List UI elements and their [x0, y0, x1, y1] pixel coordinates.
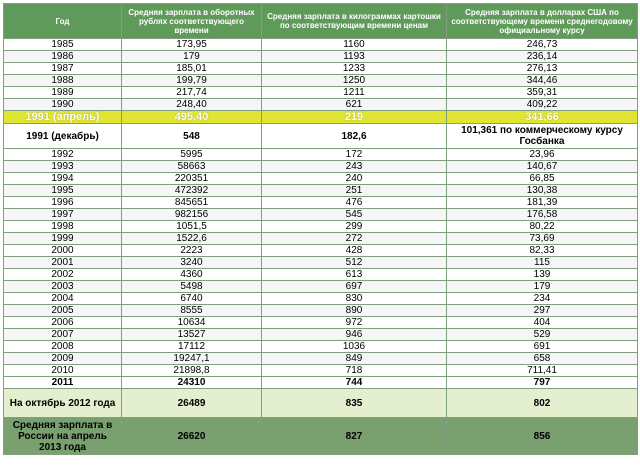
table-row — [4, 75, 638, 87]
salary-table-container — [3, 3, 637, 455]
cell-kg: 240 — [262, 173, 447, 185]
header-usd: Средняя зарплата в долларах США по соответствующему времени среднегодовому официальному курсу — [447, 4, 638, 39]
cell-kg: 1250 — [262, 75, 447, 87]
cell-kg: 299 — [262, 221, 447, 233]
cell-rub: 13527 — [122, 329, 262, 341]
cell-kg: 476 — [262, 197, 447, 209]
cell-rub: 472392 — [122, 185, 262, 197]
cell-rub: 1051,5 — [122, 221, 262, 233]
cell-usd: 82,33 — [447, 245, 638, 257]
cell-rub: 10634 — [122, 317, 262, 329]
cell-year: 1997 — [4, 209, 122, 221]
cell-usd: 856 — [447, 418, 638, 455]
cell-rub: 5498 — [122, 281, 262, 293]
cell-kg: 1211 — [262, 87, 447, 99]
cell-rub: 4360 — [122, 269, 262, 281]
cell-kg: 182,6 — [262, 124, 447, 149]
cell-usd: 176,58 — [447, 209, 638, 221]
cell-year: 2008 — [4, 341, 122, 353]
table-row — [4, 185, 638, 197]
cell-year: 2011 — [4, 377, 122, 389]
cell-year: 2009 — [4, 353, 122, 365]
cell-year: 1987 — [4, 63, 122, 75]
table-header-row — [4, 4, 638, 39]
cell-rub: 21898,8 — [122, 365, 262, 377]
cell-usd: 66,85 — [447, 173, 638, 185]
cell-year: 1998 — [4, 221, 122, 233]
cell-year: 1989 — [4, 87, 122, 99]
cell-rub: 982156 — [122, 209, 262, 221]
cell-rub: 26489 — [122, 389, 262, 418]
cell-rub: 495,40 — [122, 111, 262, 124]
cell-usd: 101,361 по коммерческому курсу Госбанка — [447, 124, 638, 149]
cell-rub: 185,01 — [122, 63, 262, 75]
cell-year: Средняя зарплата в России на апрель 2013 года — [4, 418, 122, 455]
cell-rub: 6740 — [122, 293, 262, 305]
table-row — [4, 124, 638, 149]
cell-usd: 802 — [447, 389, 638, 418]
cell-year: 1988 — [4, 75, 122, 87]
cell-usd: 73,69 — [447, 233, 638, 245]
cell-rub: 24310 — [122, 377, 262, 389]
cell-year: 1996 — [4, 197, 122, 209]
cell-kg: 613 — [262, 269, 447, 281]
cell-kg: 830 — [262, 293, 447, 305]
cell-kg: 1193 — [262, 51, 447, 63]
cell-kg: 835 — [262, 389, 447, 418]
cell-year: 1991 (апрель) — [4, 111, 122, 124]
cell-usd: 80,22 — [447, 221, 638, 233]
cell-kg: 251 — [262, 185, 447, 197]
cell-usd: 711,41 — [447, 365, 638, 377]
cell-year: 1995 — [4, 185, 122, 197]
cell-year: 2001 — [4, 257, 122, 269]
cell-usd: 246,73 — [447, 39, 638, 51]
cell-kg: 1233 — [262, 63, 447, 75]
cell-year: На октябрь 2012 года — [4, 389, 122, 418]
cell-year: 1990 — [4, 99, 122, 111]
cell-kg: 219 — [262, 111, 447, 124]
cell-year: 2000 — [4, 245, 122, 257]
table-row — [4, 149, 638, 161]
cell-kg: 272 — [262, 233, 447, 245]
table-row — [4, 377, 638, 389]
cell-kg: 744 — [262, 377, 447, 389]
table-row — [4, 209, 638, 221]
table-row — [4, 245, 638, 257]
cell-year: 1986 — [4, 51, 122, 63]
cell-usd: 130,38 — [447, 185, 638, 197]
cell-usd: 797 — [447, 377, 638, 389]
cell-usd: 179 — [447, 281, 638, 293]
cell-usd: 404 — [447, 317, 638, 329]
table-row — [4, 305, 638, 317]
cell-year: 1999 — [4, 233, 122, 245]
table-row — [4, 365, 638, 377]
cell-rub: 1522,6 — [122, 233, 262, 245]
cell-kg: 428 — [262, 245, 447, 257]
header-rub: Средняя зарплата в оборотных рублях соответствующего времени — [122, 4, 262, 39]
header-kg: Средняя зарплата в килограммах картошки по соответствующим времени ценам — [262, 4, 447, 39]
cell-kg: 697 — [262, 281, 447, 293]
cell-year: 2010 — [4, 365, 122, 377]
cell-rub: 2223 — [122, 245, 262, 257]
cell-rub: 8555 — [122, 305, 262, 317]
cell-kg: 972 — [262, 317, 447, 329]
cell-kg: 243 — [262, 161, 447, 173]
cell-rub: 17112 — [122, 341, 262, 353]
cell-usd: 23,96 — [447, 149, 638, 161]
cell-usd: 409,22 — [447, 99, 638, 111]
table-row — [4, 197, 638, 209]
cell-year: 1994 — [4, 173, 122, 185]
table-row — [4, 329, 638, 341]
table-row — [4, 269, 638, 281]
cell-rub: 217,74 — [122, 87, 262, 99]
cell-rub: 3240 — [122, 257, 262, 269]
cell-year: 2007 — [4, 329, 122, 341]
table-row — [4, 173, 638, 185]
cell-usd: 344,46 — [447, 75, 638, 87]
cell-year: 2006 — [4, 317, 122, 329]
cell-rub: 845651 — [122, 197, 262, 209]
table-row — [4, 293, 638, 305]
cell-rub: 26620 — [122, 418, 262, 455]
cell-kg: 849 — [262, 353, 447, 365]
table-row — [4, 221, 638, 233]
table-row — [4, 341, 638, 353]
cell-usd: 297 — [447, 305, 638, 317]
cell-usd: 359,31 — [447, 87, 638, 99]
table-row — [4, 353, 638, 365]
cell-rub: 220351 — [122, 173, 262, 185]
cell-year: 1991 (декабрь) — [4, 124, 122, 149]
table-row — [4, 389, 638, 418]
table-row — [4, 257, 638, 269]
cell-usd: 658 — [447, 353, 638, 365]
table-body — [4, 39, 638, 455]
table-row — [4, 111, 638, 124]
cell-rub: 58663 — [122, 161, 262, 173]
cell-usd: 276,13 — [447, 63, 638, 75]
cell-kg: 718 — [262, 365, 447, 377]
cell-kg: 1160 — [262, 39, 447, 51]
salary-table — [3, 3, 638, 455]
cell-rub: 199,79 — [122, 75, 262, 87]
cell-kg: 545 — [262, 209, 447, 221]
table-row — [4, 51, 638, 63]
cell-usd: 341,66 — [447, 111, 638, 124]
cell-year: 1992 — [4, 149, 122, 161]
cell-kg: 827 — [262, 418, 447, 455]
cell-usd: 139 — [447, 269, 638, 281]
table-row — [4, 39, 638, 51]
table-row — [4, 87, 638, 99]
cell-kg: 172 — [262, 149, 447, 161]
cell-kg: 946 — [262, 329, 447, 341]
cell-kg: 890 — [262, 305, 447, 317]
table-row — [4, 99, 638, 111]
cell-rub: 19247,1 — [122, 353, 262, 365]
cell-kg: 1036 — [262, 341, 447, 353]
cell-rub: 5995 — [122, 149, 262, 161]
cell-usd: 236,14 — [447, 51, 638, 63]
cell-usd: 181,39 — [447, 197, 638, 209]
cell-usd: 140,67 — [447, 161, 638, 173]
cell-year: 2005 — [4, 305, 122, 317]
table-row — [4, 233, 638, 245]
table-row — [4, 418, 638, 455]
header-year: Год — [4, 4, 122, 39]
cell-year: 1993 — [4, 161, 122, 173]
cell-year: 1985 — [4, 39, 122, 51]
cell-year: 2004 — [4, 293, 122, 305]
cell-kg: 621 — [262, 99, 447, 111]
cell-usd: 691 — [447, 341, 638, 353]
cell-usd: 234 — [447, 293, 638, 305]
table-row — [4, 161, 638, 173]
table-row — [4, 317, 638, 329]
cell-usd: 115 — [447, 257, 638, 269]
cell-rub: 248,40 — [122, 99, 262, 111]
cell-rub: 179 — [122, 51, 262, 63]
cell-kg: 512 — [262, 257, 447, 269]
cell-rub: 173,95 — [122, 39, 262, 51]
cell-year: 2002 — [4, 269, 122, 281]
table-row — [4, 63, 638, 75]
cell-usd: 529 — [447, 329, 638, 341]
cell-year: 2003 — [4, 281, 122, 293]
cell-rub: 548 — [122, 124, 262, 149]
table-row — [4, 281, 638, 293]
